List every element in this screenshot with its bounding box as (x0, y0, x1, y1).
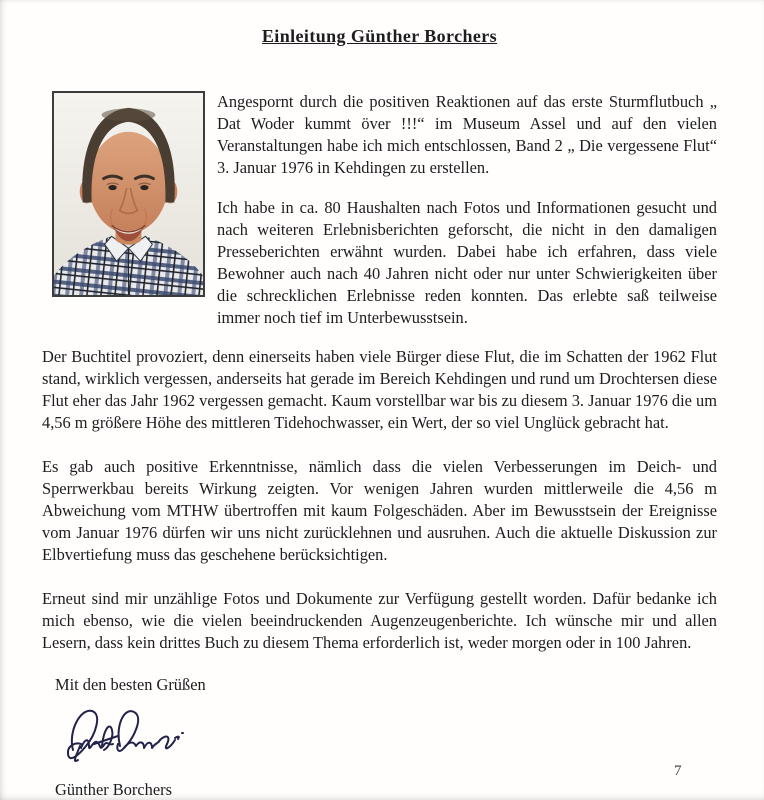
handwritten-signature (60, 700, 192, 772)
intro-text-column (217, 91, 717, 329)
signature-name: Günther Borchers (55, 780, 172, 799)
paragraph-body-1: Der Buchtitel provoziert, denn einerseits haben viele Bürger diese Flut, die im Schatten der 1962 Flut stand, wirklich vergessen, anderseits hat gerade im Bereich Kehdingen und rund um Drochtersen diese Flut eher das Jahr 1962 vergessen gemacht. Kaum vorstellbar war bis zu diesem 3. Januar 1976 die um 4,56 m größere Höhe des mittleren Tidehochwasser, ein Wert, der so viel Unglück gebracht hat. (42, 347, 717, 432)
page-number: 7 (674, 763, 682, 779)
intro-section (42, 91, 717, 329)
paragraph-intro-2: Ich habe in ca. 80 Haushalten nach Fotos und Informationen gesucht und nach weiteren Erlebnisberichten geforscht, die nicht in den damaligen Presseberichten erwähnt wurden. Dabei habe ich erfahren, dass viele Bewohner auch nach 40 Jahren nicht oder nur unter Schwierigkeiten über die schrecklichen Erlebnisse reden konnten. Das erlebte saß teilweise immer noch tief im Unterbewusstsein. (217, 198, 717, 327)
page-title: Einleitung Günther Borchers (261, 26, 498, 46)
paragraph-body-3: Erneut sind mir unzählige Fotos und Dokumente zur Verfügung gestellt worden. Dafür bedanke ich mich ebenso, wie die vielen beeindruckenden Augenzeugenberichte. Ich wünsche mir und allen Lesern, dass kein drittes Buch zu diesem Thema erforderlich ist, weder morgen oder in 100 Jahren. (42, 589, 717, 652)
closing-salutation: Mit den besten Grüßen (55, 675, 206, 694)
body-text (42, 346, 717, 654)
paragraph-body-2: Es gab auch positive Erkenntnisse, nämlich dass die vielen Verbesserungen im Deich- und Sperrwerkbau bereits Wirkung zeigten. Vor wenigen Jahren wurden mittlerweile die 4,56 m Abweichung vom MTHW übertroffen mit kaum Folgeschäden. Aber im Bewusstsein der Ereignisse vom Januar 1976 dürfen wir uns nicht zurücklehnen und ausruhen. Auch die aktuelle Diskussion zur Elbvertiefung muss das geschehene berücksichtigen. (42, 457, 717, 564)
paragraph-intro-1: Angespornt durch die positiven Reaktionen auf das erste Sturmflutbuch „ Dat Woder kummt över !!!“ im Museum Assel und auf den vielen Veranstaltungen habe ich mich entschlossen, Band 2 „ Die vergessene Flut“ 3. Januar 1976 in Kehdingen zu erstellen. (217, 92, 717, 177)
portrait-photo (52, 91, 205, 297)
